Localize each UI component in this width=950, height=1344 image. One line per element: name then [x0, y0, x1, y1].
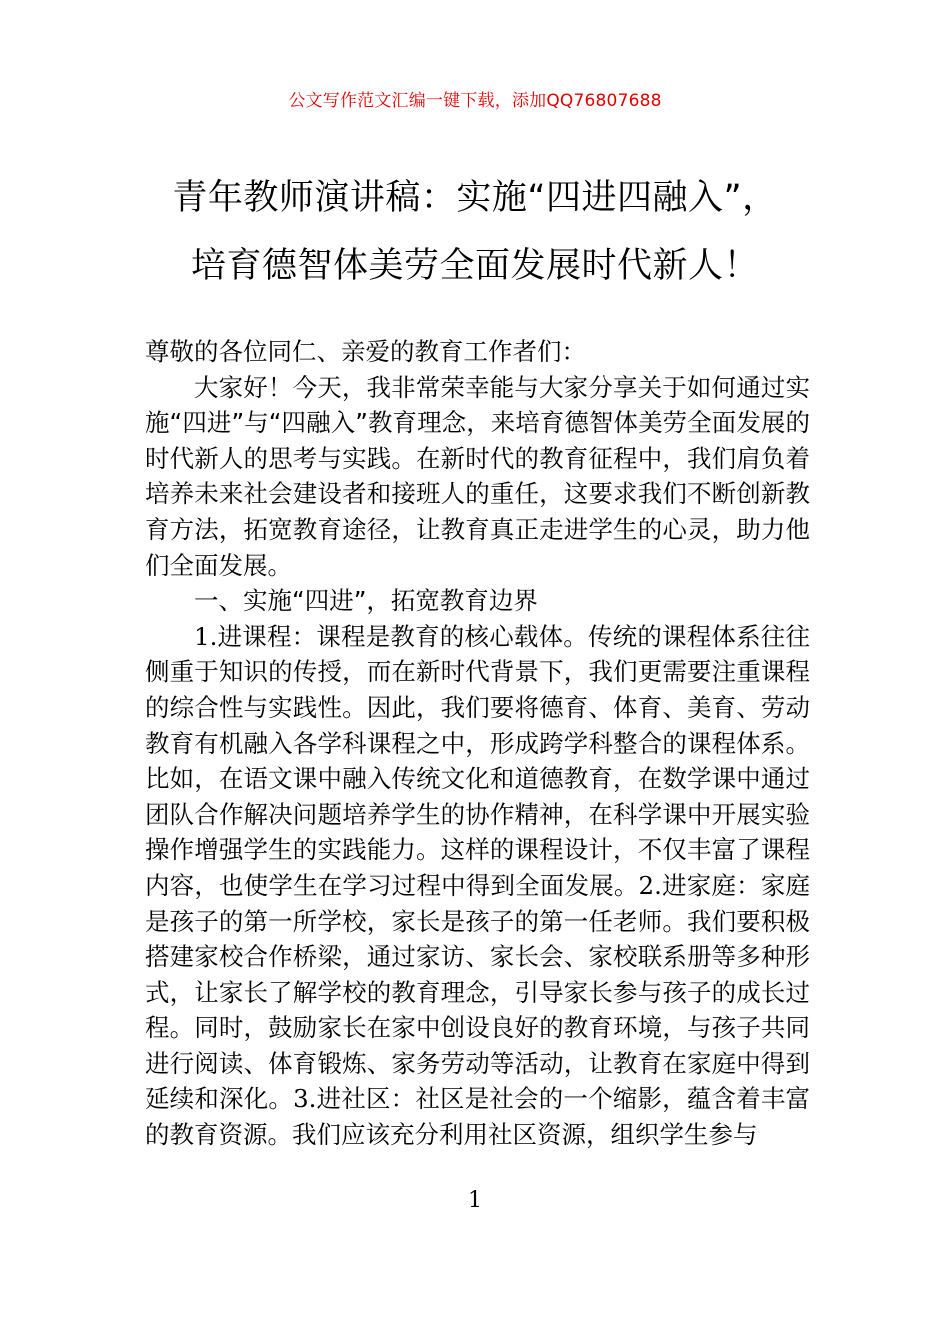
item-number-2: 2. [638, 870, 662, 900]
header-note: 公文写作范文汇编一键下载，添加QQ76807688 [288, 91, 662, 111]
document-body [145, 334, 810, 1153]
item-number-3: 3. [293, 1084, 317, 1114]
item-text-1: 进课程：课程是教育的核心载体。传统的课程体系往往侧重于知识的传授，而在新时代背景下，我们更需要注重课程的综合性与实践性。因此，我们要将德育、体育、美育、劳动教育有机融入各学科课程之中，形成跨学科整合的课程体系。比如，在语文课中融入传统文化和道德教育，在数学课中通过团队合作解决问题培养学生的协作精神，在科学课中开展实验操作增强学生的实践能力。这样的课程设计，不仅丰富了课程内容，也使学生在学习过程中得到全面发展。 [145, 621, 810, 900]
intro-paragraph: 大家好！今天，我非常荣幸能与大家分享关于如何通过实施“四进”与“四融入”教育理念，来培育德智体美劳全面发展的时代新人的思考与实践。在新时代的教育征程中，我们肩负着培养未来社会建设者和接班人的重任，这要求我们不断创新教育方法，拓宽教育途径，让教育真正走进学生的心灵，助力他们全面发展。 [145, 372, 810, 580]
body-paragraph [145, 619, 810, 1153]
page-title-line-2: 培育德智体美劳全面发展时代新人！ [190, 246, 759, 286]
item-number-1: 1. [194, 621, 218, 651]
salutation: 尊敬的各位同仁、亲爱的教育工作者们： [145, 337, 586, 366]
page-title-line-1: 青年教师演讲稿：实施“四进四融入”， [172, 178, 778, 218]
item-text-2: 进家庭：家庭是孩子的第一所学校，家长是孩子的第一任老师。我们要积极搭建家校合作桥梁，通过家访、家长会、家校联系册等多种形式，让家长了解学校的教育理念，引导家长参与孩子的成长过程。同时，鼓励家长在家中创设良好的教育环境，与孩子共同进行阅读、体育锻炼、家务劳动等活动，让教育在家庭中得到延续和深化。 [145, 870, 811, 1114]
item-text-3: 进社区：社区是社会的一个缩影，蕴含着丰富的教育资源。我们应该充分利用社区资源，组织学生参与 [145, 1084, 811, 1150]
section-heading: 一、实施“四进”，拓宽教育边界 [194, 586, 538, 616]
page-number: 1 [468, 1188, 482, 1213]
